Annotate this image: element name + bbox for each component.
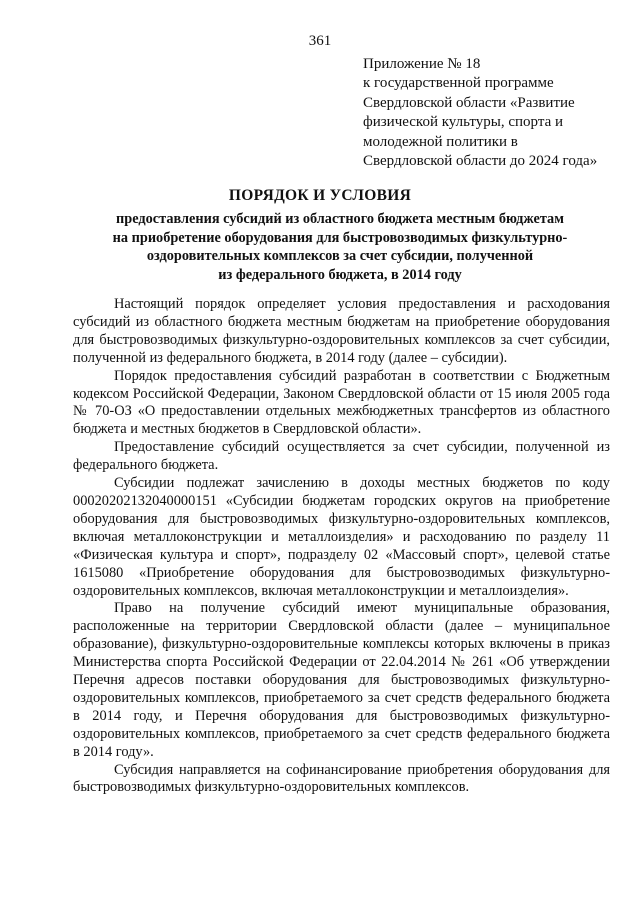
subtitle-line: на приобретение оборудования для быстровозводимых физкультурно- [112, 229, 568, 246]
body-paragraph: Субсидия направляется на софинансирование приобретения оборудования для быстровозводимых физкультурно-оздоровительных комплексов. [73, 761, 610, 796]
subtitle-line: из федерального бюджета, в 2014 году [218, 266, 462, 283]
page-number: 361 [308, 33, 332, 49]
subtitle-line: оздоровительных комплексов за счет субсидии, полученной [146, 248, 534, 264]
body-paragraph: Субсидии подлежат зачислению в доходы местных бюджетов по коду 00020202132040000151 «Субсидии бюджетам городских округов на приобретение оборудования для быстровозводимых физкультурно-оздоровительных комплексов, включая металлоконструкции и металлоизделия» и расходованию по разделу 11 «Физическая культура и спорт», подразделу 02 «Массовый спорт», целевой статье 1615080 «Приобретение оборудования для быстровозводимых физкультурно-оздоровительных комплексов, включая металлоконструкции и металлоизделия». [73, 475, 610, 599]
body-paragraph: Право на получение субсидий имеют муниципальные образования, расположенные на территории Свердловской области (далее – муниципальное образование), физкультурно-оздоровительные комплексы которых включены в приказ Министерства спорта Российской Федерации от 22.04.2014 № 261 «Об утверждении Перечня адресов поставки оборудования для быстровозводимых физкультурно-оздоровительных комплексов, приобретаемого за счет средств федерального бюджета в 2014 году, и Перечня оборудования для быстровозводимых физкультурно-оздоровительных комплексов, приобретаемого за счет средств федерального бюджета в 2014 году». [73, 600, 610, 760]
body-paragraph: Предоставление субсидий осуществляется за счет субсидии, полученной из федерального бюджета. [73, 439, 610, 474]
document-subtitle [70, 210, 610, 284]
appendix-line: Приложение № 18 [363, 56, 481, 72]
appendix-line: молодежной политики в [363, 133, 518, 150]
appendix-line: к государственной программе [363, 75, 554, 92]
body-paragraph: Настоящий порядок определяет условия предоставления и расходования субсидий из областного бюджета местным бюджетам на приобретение оборудования для быстровозводимых физкультурно-оздоровительных комплексов за счет субсидии, полученной из федерального бюджета, в 2014 году (далее – субсидии). [73, 296, 610, 366]
subtitle-line: предоставления субсидий из областного бюджета местным бюджетам [116, 211, 564, 227]
appendix-line: физической культуры, спорта и [363, 114, 564, 131]
document-body [73, 296, 610, 797]
appendix-line: Свердловской области до 2024 года» [363, 153, 598, 170]
document-title: ПОРЯДОК И УСЛОВИЯ [228, 187, 412, 204]
body-paragraph: Порядок предоставления субсидий разработан в соответствии с Бюджетным кодексом Российской Федерации, Законом Свердловской области от 15 июля 2005 года № 70-ОЗ «О предоставлении отдельных межбюджетных трансфертов из областного бюджета и местных бюджетов в Свердловской области». [73, 367, 610, 438]
appendix-block [363, 55, 633, 171]
appendix-line: Свердловской области «Развитие [363, 94, 575, 111]
